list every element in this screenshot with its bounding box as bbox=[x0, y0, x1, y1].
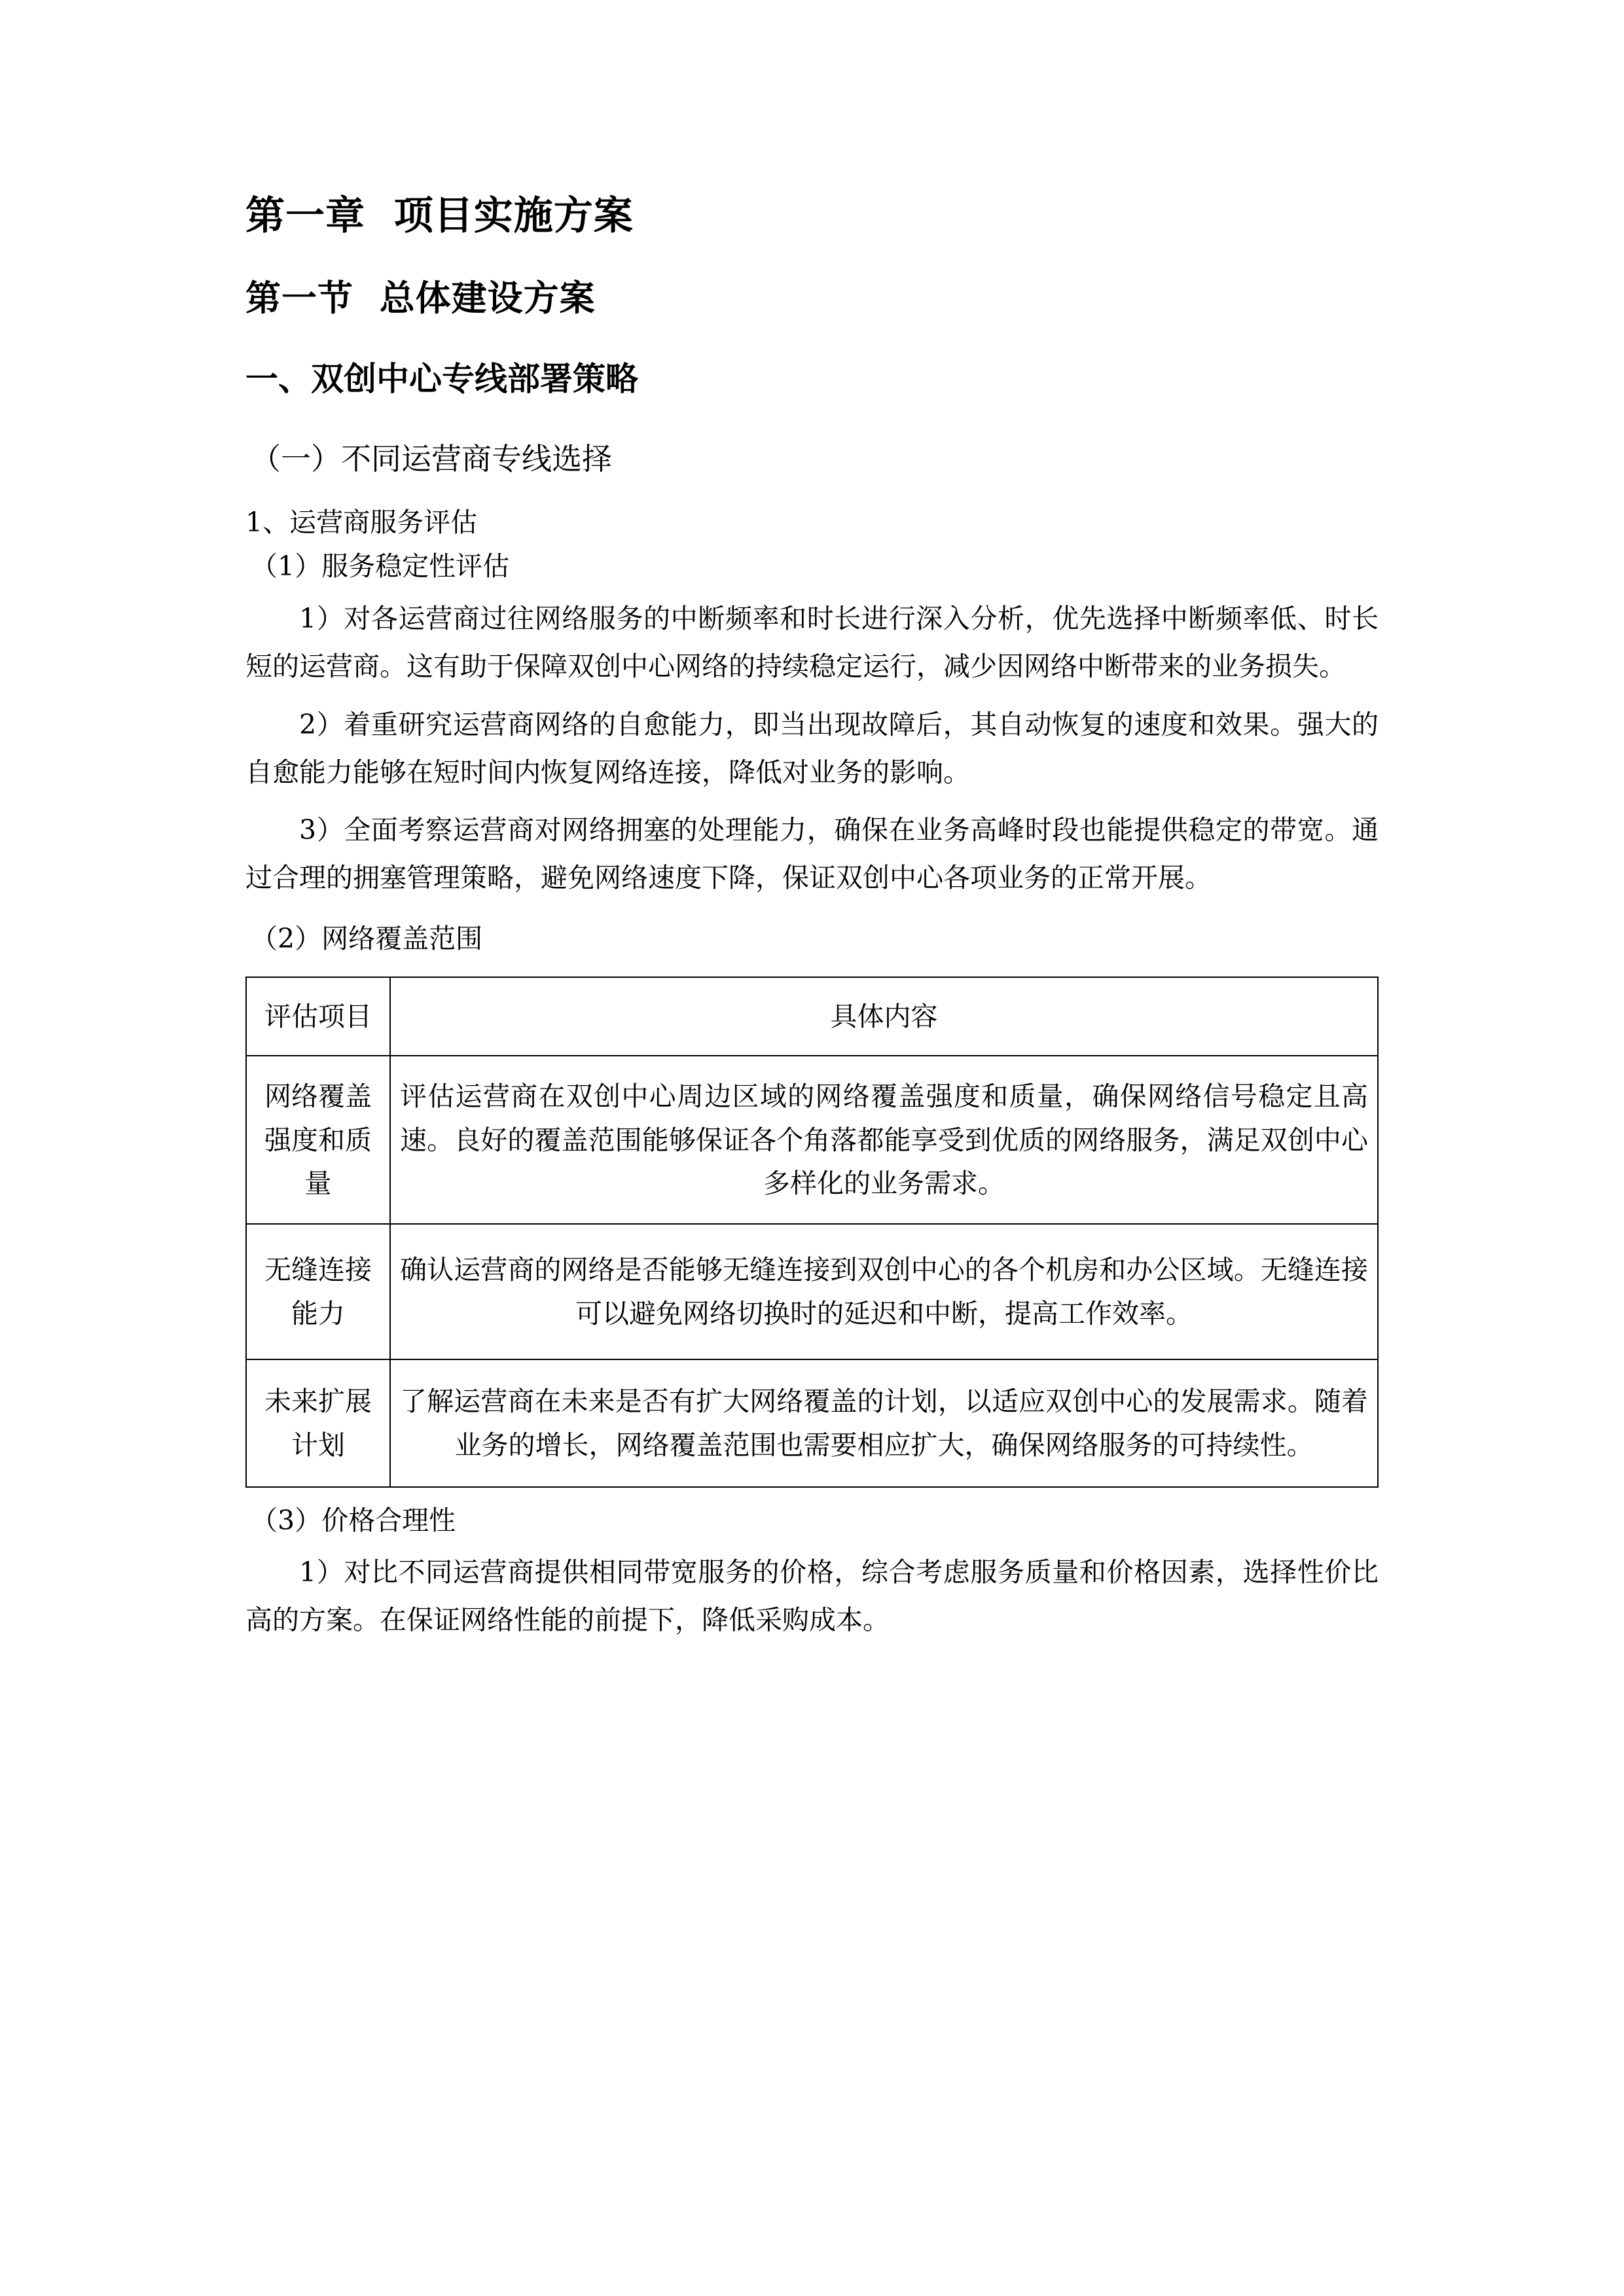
evaluation-table bbox=[245, 977, 1379, 1488]
page-content bbox=[245, 0, 1379, 1644]
section-heading: 第一节 总体建设方案 bbox=[245, 277, 596, 319]
table-header-row bbox=[246, 977, 1378, 1056]
table-cell-key: 网络覆盖强度和质量 bbox=[246, 1056, 390, 1224]
table-row bbox=[246, 1359, 1378, 1487]
chapter-heading: 第一章 项目实施方案 bbox=[245, 193, 634, 239]
table-cell-value: 了解运营商在未来是否有扩大网络覆盖的计划，以适应双创中心的发展需求。随着业务的增长，网络覆盖范围也需要相应扩大，确保网络服务的可持续性。 bbox=[400, 1386, 1368, 1461]
list-label-service-stability: （1）服务稳定性评估 bbox=[251, 550, 510, 583]
paragraph-price-comparison: 1）对比不同运营商提供相同带宽服务的价格，综合考虑服务质量和价格因素，选择性价比高的方案。在保证网络性能的前提下，降低采购成本。 bbox=[245, 1556, 1379, 1636]
table-row bbox=[246, 1056, 1378, 1224]
paragraph-interruption-analysis: 1）对各运营商过往网络服务的中断频率和时长进行深入分析，优先选择中断频率低、时长短的运营商。这有助于保障双创中心网络的持续稳定运行，减少因网络中断带来的业务损失。 bbox=[245, 602, 1379, 682]
table-cell-key: 未来扩展计划 bbox=[246, 1359, 390, 1487]
table-cell-value-container bbox=[390, 1224, 1378, 1359]
table-cell-value-container bbox=[390, 1359, 1378, 1487]
list-label-network-coverage: （2）网络覆盖范围 bbox=[251, 923, 483, 955]
table-header-specific-content: 具体内容 bbox=[390, 977, 1378, 1056]
list-label-operator-service-evaluation: 1、运营商服务评估 bbox=[245, 507, 478, 538]
list-label-price-rationality: （3）价格合理性 bbox=[251, 1504, 456, 1536]
table-cell-value: 确认运营商的网络是否能够无缝连接到双创中心的各个机房和办公区域。无缝连接可以避免网络切换时的延迟和中断，提高工作效率。 bbox=[400, 1254, 1368, 1329]
paragraph-self-healing: 2）着重研究运营商网络的自愈能力，即当出现故障后，其自动恢复的速度和效果。强大的自愈能力能够在短时间内恢复网络连接，降低对业务的影响。 bbox=[245, 708, 1379, 788]
table-header-evaluation-item: 评估项目 bbox=[246, 977, 390, 1056]
paragraph-congestion-handling: 3）全面考察运营商对网络拥塞的处理能力，确保在业务高峰时段也能提供稳定的带宽。通过合理的拥塞管理策略，避免网络速度下降，保证双创中心各项业务的正常开展。 bbox=[245, 814, 1379, 894]
table-cell-value-container bbox=[390, 1056, 1378, 1224]
table-cell-key: 无缝连接能力 bbox=[246, 1224, 390, 1359]
topic-heading: （一）不同运营商专线选择 bbox=[251, 441, 612, 476]
table-cell-value: 评估运营商在双创中心周边区域的网络覆盖强度和质量，确保网络信号稳定且高速。良好的覆盖范围能够保证各个角落都能享受到优质的网络服务，满足双创中心多样化的业务需求。 bbox=[400, 1081, 1368, 1199]
table-row bbox=[246, 1224, 1378, 1359]
subsection-heading: 一、双创中心专线部署策略 bbox=[245, 359, 638, 398]
